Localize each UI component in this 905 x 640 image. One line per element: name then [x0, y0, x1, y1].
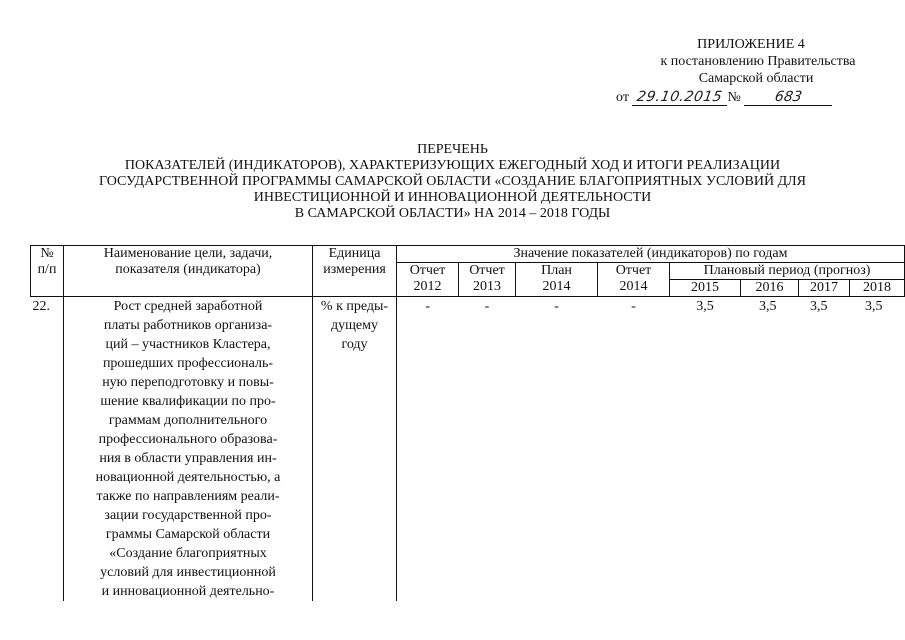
table-row [31, 297, 905, 602]
value-plan-2015: 3,5 [696, 299, 714, 314]
header-year-2018: 2018 [850, 280, 905, 297]
name-line: граммам дополнительного [108, 413, 268, 428]
header-name-line2: показателя (индикатора) [115, 262, 261, 277]
header-values-group: Значение показателей (индикаторов) по годам [397, 246, 905, 263]
header-unit-line1: Единица [328, 246, 381, 261]
unit-line: % к преды- [320, 299, 389, 314]
number-underline [744, 90, 832, 106]
name-line: новационной деятельностью, а [95, 470, 281, 485]
header-col-report-2012 [397, 263, 459, 297]
title-line-5: В САМАРСКОЙ ОБЛАСТИ» НА 2014 – 2018 ГОДЫ [294, 206, 611, 221]
name-line: ций – участников Кластера, [105, 337, 271, 352]
title-line-2: ПОКАЗАТЕЛЕЙ (ИНДИКАТОРОВ), ХАРАКТЕРИЗУЮЩИХ ЕЖЕГОДНЫЙ ХОД И ИТОГИ РЕАЛИЗАЦИИ [124, 158, 781, 173]
name-line: ния в области управления ин- [99, 451, 277, 466]
name-line: шение квалификации по про- [100, 394, 276, 409]
name-line: Рост средней заработной [113, 299, 263, 314]
date-prefix: от [616, 90, 629, 105]
row-indicator-name [64, 297, 313, 602]
header-col-label: Отчет [409, 263, 446, 278]
header-name [64, 246, 313, 297]
header-no-line1: № [40, 246, 54, 261]
name-line: граммы Самарской области [105, 527, 271, 542]
header-col-report-2013 [459, 263, 516, 297]
handwritten-number: 683 [773, 89, 804, 105]
header-col-year: 2014 [542, 279, 571, 294]
value-report-2013: - [484, 299, 490, 314]
title-line-3: ГОСУДАРСТВЕННОЙ ПРОГРАММЫ САМАРСКОЙ ОБЛАСТИ «СОЗДАНИЕ БЛАГОПРИЯТНЫХ УСЛОВИЙ ДЛЯ [99, 174, 806, 189]
row-unit [313, 297, 397, 602]
header-col-year: 2014 [619, 279, 648, 294]
name-line: зации государственной про- [104, 508, 272, 523]
number-sign: № [727, 90, 741, 105]
date-underline [632, 90, 727, 106]
appendix-title: ПРИЛОЖЕНИЕ 4 [697, 37, 805, 52]
appendix-subtitle: к постановлению Правительства [660, 54, 856, 69]
header-name-line1: Наименование цели, задачи, [103, 246, 273, 261]
name-line: профессионального образова- [98, 432, 278, 447]
unit-line: году [341, 337, 368, 352]
header-year-2017: 2017 [799, 280, 850, 297]
header-planned-group: Плановый период (прогноз) [670, 263, 905, 280]
header-unit [313, 246, 397, 297]
title-line-4: ИНВЕСТИЦИОННОЙ И ИННОВАЦИОННОЙ ДЕЯТЕЛЬНОСТИ [253, 190, 652, 205]
value-plan-2018: 3,5 [865, 299, 883, 314]
document-title [30, 142, 875, 222]
name-line: прошедших профессиональ- [102, 356, 274, 371]
name-line: платы работников организа- [103, 318, 273, 333]
header-no [31, 246, 64, 297]
header-col-year: 2012 [413, 279, 442, 294]
header-col-label: Отчет [469, 263, 505, 278]
value-report-2014: - [631, 299, 636, 314]
name-line: «Создание благоприятных [109, 546, 267, 561]
value-report-2012: - [397, 297, 459, 602]
value-plan-2016: 3,5 [759, 299, 777, 314]
approval-stamp [598, 36, 868, 106]
header-col-label: Отчет [615, 263, 652, 278]
header-col-report-2014 [598, 263, 670, 297]
header-col-label: План [541, 263, 572, 278]
appendix-region: Самарской области [698, 71, 814, 86]
header-col-year: 2013 [473, 279, 501, 294]
name-line: также по направлениям реали- [96, 489, 280, 504]
name-line: и инновационной деятельно- [101, 584, 275, 599]
header-year-2016: 2016 [741, 280, 799, 297]
header-col-plan-2014 [516, 263, 598, 297]
value-plan-2014: - [554, 299, 559, 314]
name-line: условий для инвестиционной [100, 565, 276, 580]
indicators-table [30, 245, 905, 601]
header-no-line2: п/п [37, 262, 57, 277]
header-unit-line2: измерения [323, 262, 386, 277]
unit-line: дущему [331, 318, 378, 333]
row-number: 22. [32, 299, 50, 314]
value-plan-2017: 3,5 [810, 299, 828, 314]
handwritten-date: 29.10.2015 [635, 89, 724, 105]
approval-date-line [598, 89, 868, 106]
header-row-1 [31, 246, 905, 263]
name-line: ную переподготовку и повы- [102, 375, 274, 390]
header-year-2015: 2015 [670, 280, 741, 297]
title-line-1: ПЕРЕЧЕНЬ [417, 142, 488, 157]
